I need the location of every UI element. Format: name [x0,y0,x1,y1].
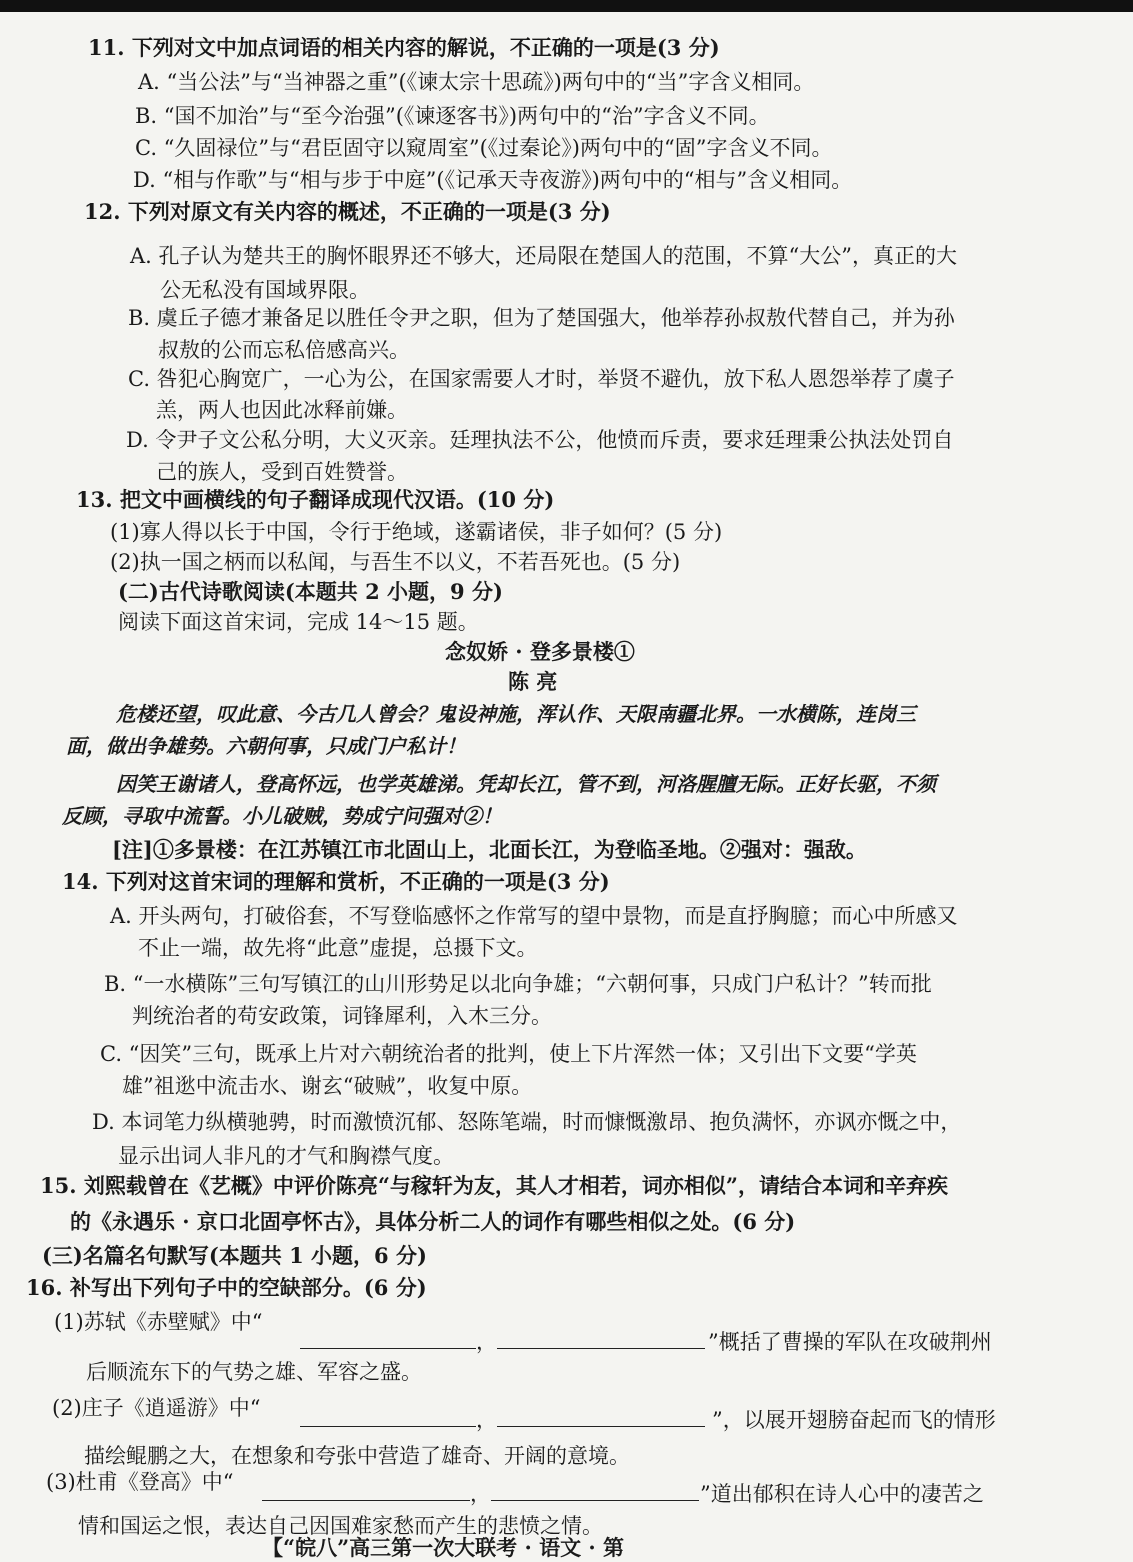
q16-part2-prefix: (2)庄子《逍遥游》中“ [52,1396,261,1420]
section-3-heading: (三)名篇名句默写(本题共 1 小题，6 分) [42,1243,427,1268]
q14-option-a-line2: 不止一端，故先将“此意”虚提，总摄下文。 [138,936,538,960]
q16-part2-continuation: 描绘鲲鹏之大，在想象和夸张中营造了雄奇、开阔的意境。 [84,1444,630,1468]
q12-option-d-line2: 己的族人，受到百姓赞誉。 [156,460,408,484]
q16-part1-prefix: (1)苏轼《赤壁赋》中“ [54,1310,263,1334]
q14-option-c-line2: 雄”祖逖中流击水、谢玄“破贼”，收复中原。 [122,1074,533,1098]
q13-sentence-2: (2)执一国之柄而以私闻，与吾生不以义，不若吾死也。(5 分) [110,550,681,574]
blank-2b[interactable] [497,1406,705,1427]
q14-option-d-line2: 显示出词人非凡的才气和胸襟气度。 [118,1144,454,1168]
q15-line-1: 15. 刘熙载曾在《艺概》中评价陈亮“与稼轩为友，其人才相若，词亦相似”，请结合本词和辛弃疾 [40,1173,949,1198]
blank-comma-2: ， [476,1408,497,1432]
q14-option-d-line1: D. 本词笔力纵横驰骋，时而激愤沉郁、怒陈笔端，时而慷慨激昂、抱负满怀，亦讽亦慨之中， [92,1110,962,1134]
q16-part3-prefix: (3)杜甫《登高》中“ [46,1470,234,1494]
page-footer: 【“皖八”高三第一次大联考 · 语文 · 第 [262,1535,625,1560]
q11-option-b: B. “国不加治”与“至今治强”(《谏逐客书》)两句中的“治”字含义不同。 [135,104,770,128]
blank-3b[interactable] [491,1480,699,1501]
blank-comma-3: ， [470,1482,491,1506]
q12-option-d-line1: D. 令尹子文公私分明，大义灭亲。廷理执法不公，他愤而斥责，要求廷理秉公执法处罚自 [126,428,954,452]
q16-part1-suffix: ”概括了曹操的军队在攻破荆州 [708,1330,992,1354]
q11-stem: 11. 下列对文中加点词语的相关内容的解说，不正确的一项是(3 分) [88,35,720,60]
q16-part2-suffix: ”，以展开翅膀奋起而飞的情形 [712,1408,996,1432]
q12-option-a-line1: A. 孔子认为楚共王的胸怀眼界还不够大，还局限在楚国人的范围，不算“大公”，真正的大 [130,244,957,268]
poem-line-4: 反顾，寻取中流誓。小儿破贼，势成宁问强对②！ [62,804,502,828]
section-2-heading: (二)古代诗歌阅读(本题共 2 小题，9 分) [118,579,503,604]
q14-stem: 14. 下列对这首宋词的理解和赏析，不正确的一项是(3 分) [62,869,610,894]
poem-line-1: 危楼还望，叹此意、今古几人曾会？鬼设神施，浑认作、天限南疆北界。一水横陈，连岗三 [116,702,916,726]
q16-part3-answer-line[interactable] [262,1480,699,1508]
poem-line-3: 因笑王谢诸人，登高怀远，也学英雄涕。凭却长江，管不到，河洛腥膻无际。正好长驱，不须 [116,772,936,796]
q12-option-a-line2: 公无私没有国域界限。 [160,278,370,302]
poem-note: [注]①多景楼：在江苏镇江市北固山上，北面长江，为登临圣地。②强对：强敌。 [112,837,867,862]
q12-option-b-line2: 叔敖的公而忘私倍感高兴。 [158,338,410,362]
q16-part3-suffix: ”道出郁积在诗人心中的凄苦之 [700,1482,984,1506]
q11-option-c: C. “久固禄位”与“君臣固守以窥周室”(《过秦论》)两句中的“固”字含义不同。 [135,136,833,160]
q12-option-c-line1: C. 咎犯心胸宽广，一心为公，在国家需要人才时，举贤不避仇，放下私人恩怨举荐了虞子 [128,367,955,391]
blank-comma-1: ， [476,1330,497,1354]
blank-1a[interactable] [300,1328,476,1349]
q12-option-c-line2: 羔，两人也因此冰释前嫌。 [156,398,408,422]
q11-option-a: A. “当公法”与“当神器之重”(《谏太宗十思疏》)两句中的“当”字含义相同。 [138,70,815,94]
q15-line-2: 的《永遇乐 · 京口北固亭怀古》，具体分析二人的词作有哪些相似之处。(6 分) [70,1209,796,1234]
q16-part1-continuation: 后顺流东下的气势之雄、军容之盛。 [86,1360,422,1384]
section-2-intro: 阅读下面这首宋词，完成 14～15 题。 [118,610,479,634]
q11-option-d: D. “相与作歌”与“相与步于中庭”(《记承天寺夜游》)两句中的“相与”含义相同。 [133,168,853,192]
q13-sentence-1: (1)寡人得以长于中国，令行于绝域，遂霸诸侯，非子如何？(5 分) [110,520,723,544]
q14-option-c-line1: C. “因笑”三句，既承上片对六朝统治者的批判，使上下片浑然一体；又引出下文要“学英 [100,1042,917,1066]
blank-3a[interactable] [262,1480,470,1501]
q14-option-b-line2: 判统治者的苟安政策，词锋犀利，入木三分。 [132,1004,552,1028]
q16-part2-answer-line[interactable] [300,1406,705,1434]
blank-1b[interactable] [497,1328,705,1349]
poem-title: 念奴娇 · 登多景楼① [445,639,635,664]
top-black-bar [0,0,1133,12]
q14-option-b-line1: B. “一水横陈”三句写镇江的山川形势足以北向争雄；“六朝何事，只成门户私计？”转而批 [104,972,932,996]
q12-stem: 12. 下列对原文有关内容的概述，不正确的一项是(3 分) [84,199,611,224]
blank-2a[interactable] [300,1406,476,1427]
q16-part3-continuation: 情和国运之恨，表达自己因国难家愁而产生的悲愤之情。 [78,1514,603,1538]
q14-option-a-line1: A. 开头两句，打破俗套，不写登临感怀之作常写的望中景物，而是直抒胸臆；而心中所感又 [110,904,958,928]
q16-stem: 16. 补写出下列句子中的空缺部分。(6 分) [26,1275,427,1300]
q13-stem: 13. 把文中画横线的句子翻译成现代汉语。(10 分) [76,487,555,512]
q16-part1-answer-line[interactable] [300,1328,705,1356]
poem-line-2: 面，做出争雄势。六朝何事，只成门户私计！ [66,734,466,758]
q12-option-b-line1: B. 虞丘子德才兼备足以胜任令尹之职，但为了楚国强大，他举荐孙叔敖代替自己，并为孙 [128,306,955,330]
poem-author: 陈 亮 [508,669,558,694]
